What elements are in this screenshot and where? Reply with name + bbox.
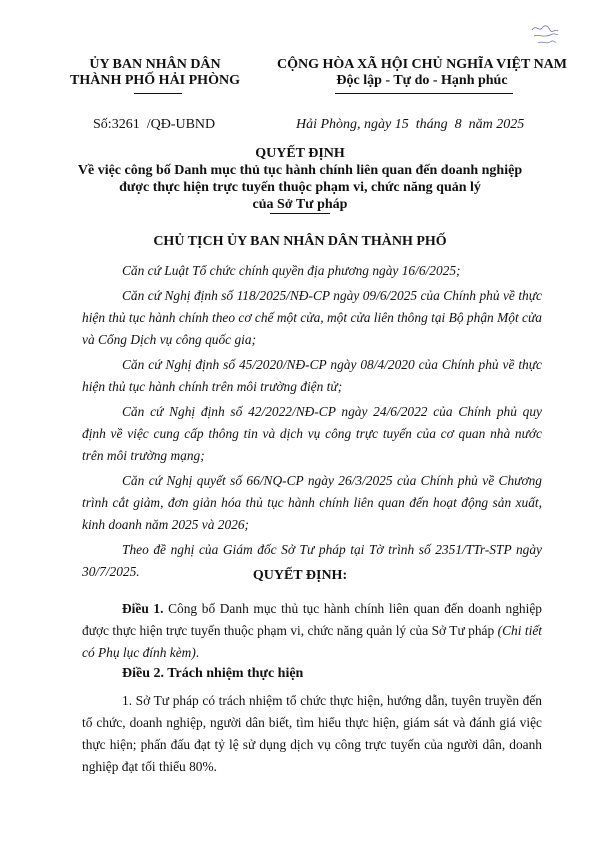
preamble-item: Căn cứ Nghị định số 118/2025/NĐ-CP ngày 09/6/2025 của Chính phủ về thực hiện thủ tục hành chính theo cơ chế một cửa, một cửa liên thông tại Bộ phận Một cửa và Cổng Dịch vụ công quốc gia; bbox=[82, 288, 542, 347]
preamble-item: Theo đề nghị của Giám đốc Sở Tư pháp tại Tờ trình số 2351/TTr-STP ngày 30/7/2025. bbox=[82, 542, 542, 579]
authority-heading: CHỦ TỊCH ỦY BAN NHÂN DÂN THÀNH PHỐ bbox=[153, 234, 447, 249]
handwritten-initials bbox=[528, 22, 562, 50]
preamble bbox=[82, 260, 542, 583]
article-1-label: Điều 1. bbox=[122, 601, 164, 616]
motto-underline bbox=[335, 93, 513, 94]
decision-heading: QUYẾT ĐỊNH: bbox=[252, 568, 348, 583]
preamble-item: Căn cứ Luật Tổ chức chính quyền địa phương ngày 16/6/2025; bbox=[122, 263, 461, 278]
number-prefix: Số: bbox=[93, 117, 112, 132]
article-2-item-1: 1. Sở Tư pháp có trách nhiệm tổ chức thực hiện, hướng dẫn, tuyên truyền đến tổ chức, doanh nghiệp, người dân biết, tìm hiểu thực hiện, giám sát và đánh giá việc thực hiện; phấn đấu đạt tỷ lệ sử dụng dịch vụ công trực tuyến của người dân, doanh nghiệp đạt tối thiểu 80%. bbox=[82, 693, 542, 774]
national-motto-block bbox=[272, 57, 572, 89]
article-1: Điều 1. Công bố Danh mục thủ tục hành chính liên quan đến doanh nghiệp được thực hiện trực tuyến thuộc phạm vi, chức năng quản lý của Sở Tư pháp (Chi tiết có Phụ lục đính kèm). bbox=[82, 601, 542, 660]
title-line-3: của Sở Tư pháp bbox=[252, 197, 348, 212]
title-underline bbox=[270, 213, 330, 214]
motto: Độc lập - Tự do - Hạnh phúc bbox=[336, 73, 508, 88]
title-block bbox=[60, 145, 540, 213]
number-suffix: /QĐ-UBND bbox=[146, 117, 216, 132]
country-name: CỘNG HÒA XÃ HỘI CHỦ NGHĨA VIỆT NAM bbox=[276, 57, 567, 72]
place-date: Hải Phòng, ngày 15 tháng 8 năm 2025 bbox=[296, 117, 525, 132]
title-line-1: Về việc công bố Danh mục thủ tục hành chính liên quan đến doanh nghiệp bbox=[77, 163, 523, 178]
number-value: 3261 bbox=[111, 117, 140, 132]
article-1-note: (Chi tiết có Phụ lục đính kèm) bbox=[82, 623, 542, 660]
preamble-item: Căn cứ Nghị định số 45/2020/NĐ-CP ngày 08/4/2020 của Chính phủ về thực hiện thủ tục hành chính trên môi trường điện tử; bbox=[82, 357, 542, 394]
document-number bbox=[93, 117, 215, 133]
preamble-item: Căn cứ Nghị quyết số 66/NQ-CP ngày 26/3/2025 của Chính phủ về Chương trình cắt giảm, đơn giản hóa thủ tục hành chính liên quan đến hoạt động sản xuất, kinh doanh năm 2025 và 2026; bbox=[82, 473, 542, 532]
issuer-line-2: THÀNH PHỐ HẢI PHÒNG bbox=[70, 73, 240, 88]
title-line-2: được thực hiện trực tuyến thuộc phạm vi, chức năng quản lý bbox=[119, 180, 481, 195]
article-2-heading: Điều 2. Trách nhiệm thực hiện bbox=[122, 666, 304, 681]
issuer-block bbox=[60, 57, 250, 89]
document-type: QUYẾT ĐỊNH bbox=[255, 146, 345, 161]
article-1-text: Công bố Danh mục thủ tục hành chính liên quan đến doanh nghiệp được thực hiện trực tuyến thuộc phạm vi, chức năng quản lý của Sở Tư pháp bbox=[82, 601, 542, 638]
preamble-item: Căn cứ Nghị định số 42/2022/NĐ-CP ngày 24/6/2022 của Chính phủ quy định về việc cung cấp thông tin và dịch vụ công trực tuyến của cơ quan nhà nước trên môi trường mạng; bbox=[82, 404, 542, 463]
issuer-line-1: ỦY BAN NHÂN DÂN bbox=[89, 57, 221, 72]
issuer-underline bbox=[134, 93, 182, 94]
